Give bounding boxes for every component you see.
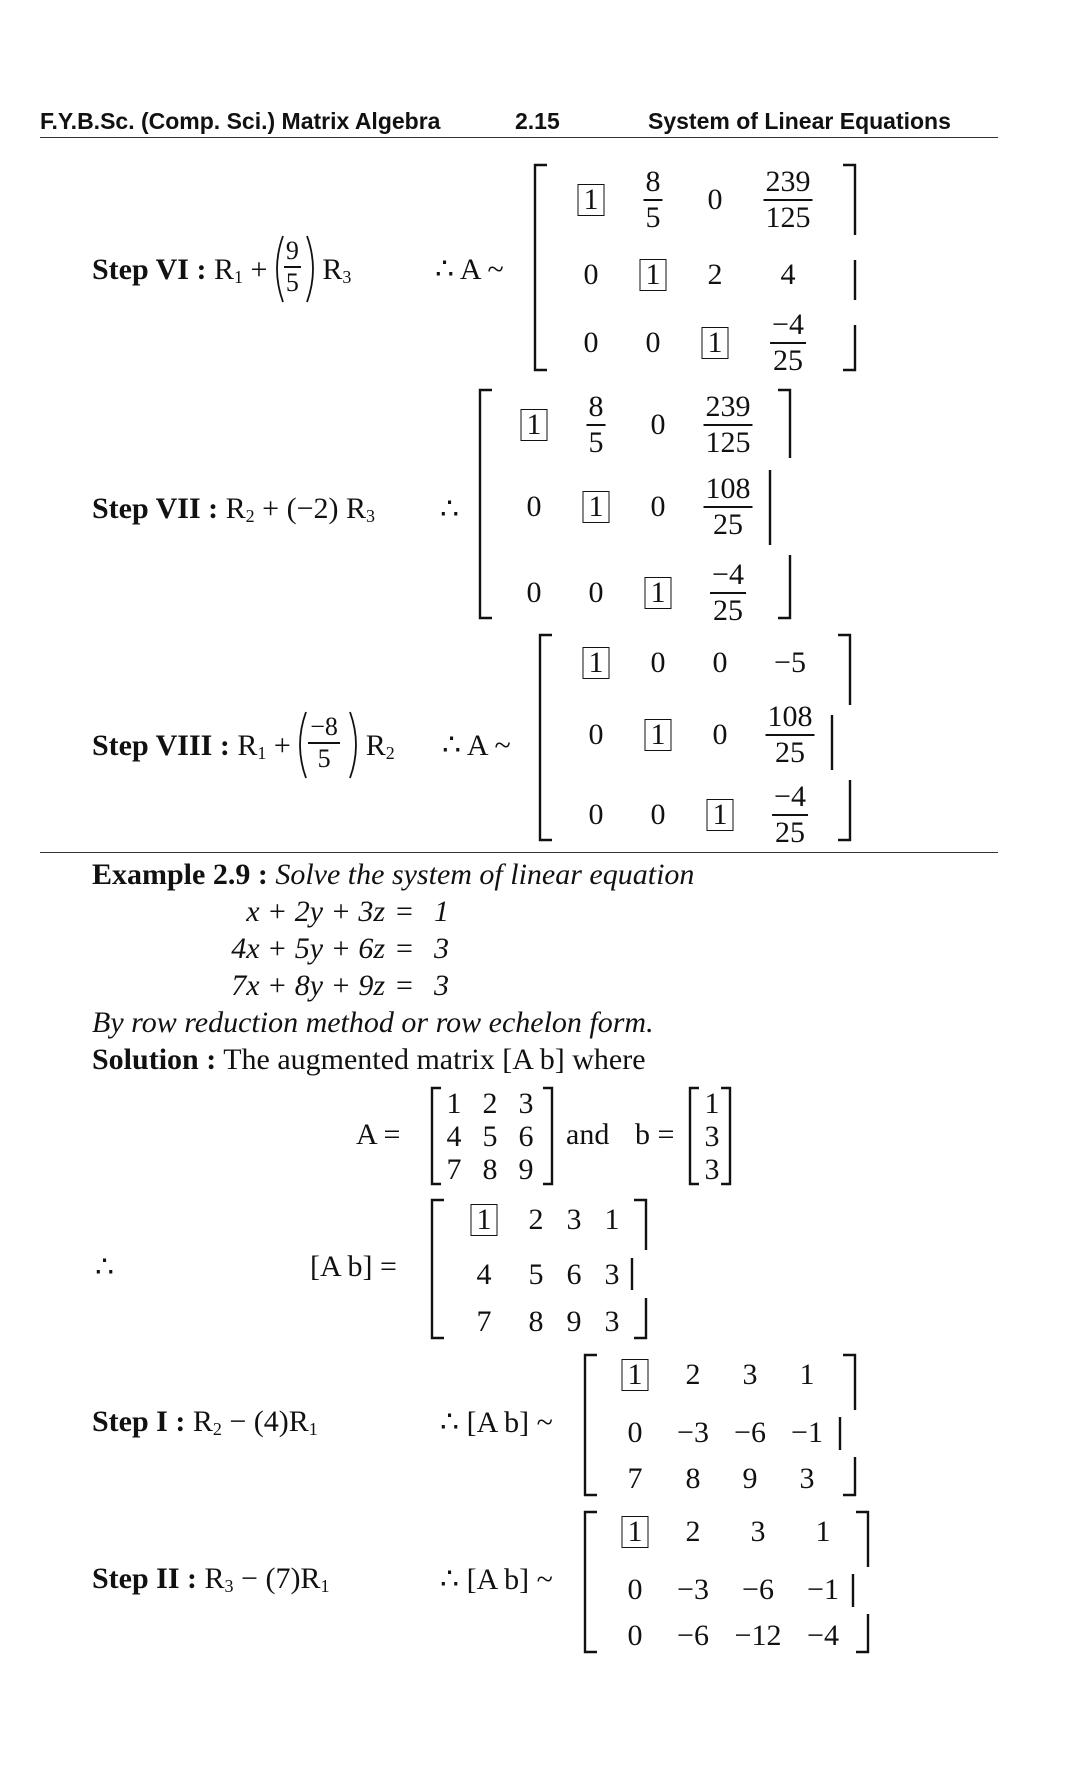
matrix-step-ii (585, 1512, 868, 1652)
matrix-entry: 7 (627, 1462, 643, 1495)
matrix-entry: 1 (622, 1515, 649, 1549)
matrix-entry: 7 (476, 1305, 492, 1338)
matrix-entry: 0 (712, 718, 728, 751)
matrix-entry: $\frac{108}{25}$ (705, 472, 751, 541)
matrix-entry: 3 (604, 1305, 620, 1338)
matrix-entry: 8 (685, 1462, 701, 1495)
matrix-entry: 1 (707, 798, 734, 832)
header-rule (40, 137, 998, 138)
matrix-entry: 2 (685, 1515, 701, 1548)
matrix-entry: −6 (734, 1416, 766, 1449)
matrix-entry: 1 (583, 490, 610, 524)
step-vi-label: Step VI : $R_1$ + $\frac{9}{5}$ $R_3$ (92, 252, 351, 292)
equation-2-lhs: 4x + 5y + 6z (231, 932, 385, 965)
step-viii-therefore: ∴ A ~ (442, 729, 511, 762)
matrix-entry: 3 (799, 1462, 815, 1495)
matrix-entry: 1 (799, 1358, 815, 1391)
matrix-entry: 2 (685, 1358, 701, 1391)
matrix-entry: 9 (566, 1305, 582, 1338)
matrix-entry: 5 (482, 1120, 498, 1153)
matrix-entry: −6 (742, 1573, 774, 1606)
step-viii-fraction: $\frac{-8}{5}$ (298, 728, 358, 768)
matrix-entry: −5 (774, 646, 806, 679)
matrix-entry: 0 (712, 646, 728, 679)
matrix-entry: $\frac{239}{125}$ (765, 165, 811, 234)
equation-1-lhs: x + 2y + 3z (246, 895, 385, 928)
matrix-entry: 3 (604, 1258, 620, 1291)
matrix-entry: 5 (528, 1258, 544, 1291)
matrix-entry: 3 (742, 1358, 758, 1391)
matrix-entry: 2 (528, 1203, 544, 1236)
matrix-entry: 3 (704, 1120, 720, 1153)
matrix-entry: 0 (526, 490, 542, 523)
matrix-entry: 1 (622, 1358, 649, 1392)
matrix-entry: $\frac{8}{5}$ (588, 390, 604, 459)
equation-3-lhs: 7x + 8y + 9z (231, 969, 385, 1002)
matrix-entry: 9 (742, 1462, 758, 1495)
matrix-entry: 1 (471, 1203, 498, 1237)
step-ii-label: Step II : $R_3 - (7)R_1$ (92, 1562, 330, 1596)
matrix-entry: 0 (627, 1573, 643, 1606)
header-book-title: F.Y.B.Sc. (Comp. Sci.) Matrix Algebra (40, 108, 441, 134)
matrix-entry: 1 (645, 718, 672, 752)
matrix-entry: 1 (704, 1087, 720, 1120)
matrix-entry: 7 (446, 1153, 462, 1186)
matrix-entry: 0 (707, 183, 723, 216)
matrix-entry: $\frac{239}{125}$ (705, 390, 751, 459)
header-page-number: 2.15 (515, 108, 560, 134)
matrix-entry: $\frac{108}{25}$ (767, 700, 813, 769)
matrix-entry: $\frac{8}{5}$ (645, 165, 661, 234)
augmented-label: [A b] = (310, 1250, 397, 1283)
matrix-entry: 1 (446, 1087, 462, 1120)
equation-1-rhs: 1 (434, 895, 449, 928)
matrix-entry: 1 (645, 576, 672, 610)
equation-3-rhs: 3 (434, 969, 449, 1002)
matrix-step-vii (480, 390, 790, 627)
matrix-augmented (432, 1200, 646, 1338)
matrix-entry: $\frac{-4}{25}$ (772, 308, 804, 377)
matrix-entry: 8 (482, 1153, 498, 1186)
matrix-entry: 2 (707, 258, 723, 291)
method-text: By row reduction method or row echelon form. (92, 1006, 654, 1039)
matrix-entry: 0 (583, 326, 599, 359)
matrix-step-viii (540, 635, 850, 849)
step-ii-therefore: ∴ [A b] ~ (440, 1563, 553, 1596)
matrix-entry: $\frac{-4}{25}$ (774, 780, 806, 849)
example-heading: Example 2.9 : Solve the system of linear equation (92, 858, 695, 891)
and-text: and (566, 1118, 610, 1151)
matrix-entry: −3 (677, 1573, 709, 1606)
matrix-entry: 3 (750, 1515, 766, 1548)
matrix-entry: 1 (583, 646, 610, 680)
matrix-entry: 0 (645, 326, 661, 359)
header-chapter-title: System of Linear Equations (648, 108, 951, 134)
matrix-entry: −12 (734, 1619, 782, 1652)
matrix-entry: 0 (588, 576, 604, 609)
matrix-entry: −1 (791, 1416, 823, 1449)
matrix-entry: 0 (588, 798, 604, 831)
section-rule (40, 852, 998, 853)
matrix-entry: 0 (650, 646, 666, 679)
matrix-step-vi (535, 165, 855, 377)
matrix-entry: 0 (650, 408, 666, 441)
matrix-entry: 1 (604, 1203, 620, 1236)
matrix-entry: 6 (518, 1120, 534, 1153)
step-vi-fraction: $\frac{9}{5}$ (275, 252, 315, 292)
matrix-entry: 1 (521, 408, 548, 442)
matrix-entry: −4 (807, 1619, 839, 1652)
matrix-entry: 1 (702, 326, 729, 360)
matrix-entry: 0 (526, 576, 542, 609)
matrix-entry: 0 (627, 1416, 643, 1449)
equation-2-rhs: 3 (434, 932, 449, 965)
matrix-entry: 2 (482, 1087, 498, 1120)
matrix-entry: 1 (640, 258, 667, 292)
step-vii-label: Step VII : $R_2 + (-2)$ $R_3$ (92, 492, 375, 526)
matrix-entry: 6 (566, 1258, 582, 1291)
matrix-a (432, 1088, 552, 1184)
equation-1-eq: = (396, 895, 413, 928)
step-i-label: Step I : $R_2 - (4)R_1$ (92, 1405, 318, 1439)
a-label: A = (356, 1118, 401, 1151)
step-vi-therefore: ∴ A ~ (435, 253, 504, 286)
matrix-entry: 8 (528, 1305, 544, 1338)
equation-3-eq: = (396, 969, 413, 1002)
matrix-entry: −1 (807, 1573, 839, 1606)
matrix-entry: 3 (518, 1087, 534, 1120)
matrix-entry: 3 (566, 1203, 582, 1236)
matrix-step-i (585, 1355, 855, 1495)
matrix-entry: 0 (583, 258, 599, 291)
solution-line: Solution : The augmented matrix [A b] where (92, 1043, 646, 1076)
matrix-entry: 0 (650, 490, 666, 523)
matrix-entry: 4 (476, 1258, 492, 1291)
matrix-entry: 0 (588, 718, 604, 751)
matrix-entry: 1 (578, 183, 605, 217)
matrix-entry: 3 (704, 1153, 720, 1186)
step-i-therefore: ∴ [A b] ~ (440, 1406, 553, 1439)
matrix-entry: $\frac{-4}{25}$ (712, 558, 744, 627)
matrix-entry: 1 (815, 1515, 831, 1548)
matrix-entry: −3 (677, 1416, 709, 1449)
step-viii-label: Step VIII : $R_1$ + $\frac{-8}{5}$ $R_2$ (92, 728, 395, 768)
b-label: b = (635, 1118, 675, 1151)
equation-2-eq: = (396, 932, 413, 965)
therefore-symbol: ∴ (95, 1251, 115, 1284)
step-vii-therefore: ∴ (440, 493, 460, 526)
matrix-entry: 0 (650, 798, 666, 831)
matrix-entry: 4 (446, 1120, 462, 1153)
matrix-entry: 4 (780, 258, 796, 291)
matrix-entry: 9 (518, 1153, 534, 1186)
matrix-b (690, 1088, 730, 1184)
matrix-entry: 0 (627, 1619, 643, 1652)
matrix-entry: −6 (677, 1619, 709, 1652)
